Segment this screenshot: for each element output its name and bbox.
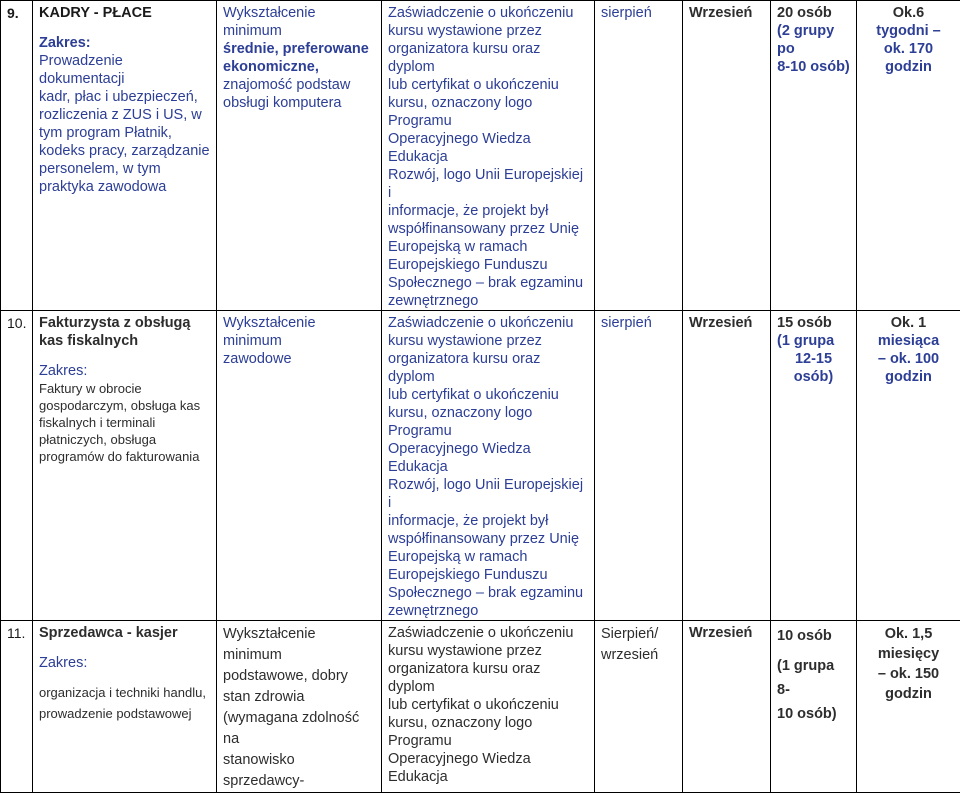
participants-line: (1 grupa <box>777 332 850 350</box>
certificate-line: Operacyjnego Wiedza Edukacja <box>388 440 588 476</box>
duration-line: godzin <box>863 58 954 76</box>
table-row <box>1 1 960 311</box>
requirement-line: obsługi komputera <box>223 94 375 112</box>
requirement-line: zawodowe <box>223 350 375 368</box>
course-title: Fakturzysta z obsługą kas fiskalnych <box>39 314 210 350</box>
certificate-line: kursu, oznaczony logo Programu <box>388 714 588 750</box>
participants-line: 10 osób <box>777 624 850 648</box>
duration-line: – ok. 100 <box>863 350 954 368</box>
description-line: programów do fakturowania <box>39 448 210 465</box>
certificate-line: kursu wystawione przez <box>388 332 588 350</box>
participants-line: 15 osób <box>777 314 850 332</box>
zakres-label: Zakres: <box>39 34 210 52</box>
row-number: 9. <box>1 1 33 311</box>
duration-line: miesiąca <box>863 332 954 350</box>
participants-line: 10 osób) <box>777 702 850 726</box>
certificate-line: kursu, oznaczony logo Programu <box>388 404 588 440</box>
duration-line: godzin <box>863 684 954 704</box>
duration-line: – ok. 150 <box>863 664 954 684</box>
participants-line: osób) <box>777 368 850 386</box>
certificate-line: Zaświadczenie o ukończeniu <box>388 624 588 642</box>
certificate-line: lub certyfikat o ukończeniu <box>388 386 588 404</box>
participants-line: 20 osób <box>777 4 850 22</box>
course-title: KADRY - PŁACE <box>39 4 210 22</box>
table-row <box>1 311 960 621</box>
course-cell <box>33 311 217 621</box>
participants-line: 8-10 osób) <box>777 58 850 76</box>
certificate-line: informacje, że projekt był <box>388 202 588 220</box>
duration-line: Ok.6 <box>863 4 954 22</box>
description-line: rozliczenia z ZUS i US, w <box>39 106 210 124</box>
certificate-line: organizatora kursu oraz dyplom <box>388 350 588 386</box>
duration-line: Ok. 1 <box>863 314 954 332</box>
certificate-line: Zaświadczenie o ukończeniu <box>388 314 588 332</box>
duration-line: godzin <box>863 368 954 386</box>
start-month: sierpień <box>595 1 683 311</box>
certificate-line: kursu, oznaczony logo Programu <box>388 94 588 130</box>
participants-line: 12-15 <box>777 350 850 368</box>
row-number: 11. <box>1 621 33 793</box>
description-line: praktyka zawodowa <box>39 178 210 196</box>
certificate-line: współfinansowany przez Unię <box>388 220 588 238</box>
certificate-line: zewnętrznego <box>388 292 588 310</box>
zakres-label: Zakres: <box>39 654 210 672</box>
end-month: Wrzesień <box>683 1 771 311</box>
description-line: kadr, płac i ubezpieczeń, <box>39 88 210 106</box>
certificate-cell <box>382 311 595 621</box>
course-cell <box>33 621 217 793</box>
duration-line: ok. 170 <box>863 40 954 58</box>
course-title: Sprzedawca - kasjer <box>39 624 210 642</box>
certificate-line: Operacyjnego Wiedza Edukacja <box>388 750 588 786</box>
participants-cell <box>771 311 857 621</box>
participants-line: (2 grupy po <box>777 22 850 58</box>
requirement-line: średnie, preferowane <box>223 40 375 58</box>
duration-line: miesięcy <box>863 644 954 664</box>
description-line: tym program Płatnik, <box>39 124 210 142</box>
certificate-line: współfinansowany przez Unię <box>388 530 588 548</box>
certificate-line: organizatora kursu oraz dyplom <box>388 40 588 76</box>
requirement-line: stan zdrowia <box>223 687 375 708</box>
zakres-label: Zakres: <box>39 362 210 380</box>
certificate-line: Operacyjnego Wiedza Edukacja <box>388 130 588 166</box>
certificate-line: informacje, że projekt był <box>388 512 588 530</box>
requirement-line: Wykształcenie minimum <box>223 624 375 666</box>
certificate-line: Zaświadczenie o ukończeniu <box>388 4 588 22</box>
participants-cell <box>771 1 857 311</box>
course-cell <box>33 1 217 311</box>
certificate-line: kursu wystawione przez <box>388 22 588 40</box>
participants-line: (1 grupa 8- <box>777 654 850 702</box>
duration-cell <box>857 1 960 311</box>
description-line: kodeks pracy, zarządzanie <box>39 142 210 160</box>
description-line: Prowadzenie dokumentacji <box>39 52 210 88</box>
requirements-cell <box>217 1 382 311</box>
certificate-line: Europejską w ramach <box>388 238 588 256</box>
table-row <box>1 621 960 793</box>
start-month: Sierpień/ wrzesień <box>595 621 683 793</box>
requirement-line: Wykształcenie minimum <box>223 314 375 350</box>
duration-line: tygodni – <box>863 22 954 40</box>
requirement-line: znajomość podstaw <box>223 76 375 94</box>
requirement-line: podstawowe, dobry <box>223 666 375 687</box>
certificate-line: Rozwój, logo Unii Europejskiej i <box>388 166 588 202</box>
certificate-line: Europejskiego Funduszu <box>388 566 588 584</box>
requirement-line: Wykształcenie minimum <box>223 4 375 40</box>
certificate-cell <box>382 621 595 793</box>
row-number: 10. <box>1 311 33 621</box>
end-month: Wrzesień <box>683 621 771 793</box>
certificate-line: Europejską w ramach <box>388 548 588 566</box>
requirement-line: ekonomiczne, <box>223 58 375 76</box>
certificate-line: lub certyfikat o ukończeniu <box>388 76 588 94</box>
certificate-line: zewnętrznego <box>388 602 588 620</box>
start-month: sierpień <box>595 311 683 621</box>
certificate-line: Społecznego – brak egzaminu <box>388 584 588 602</box>
certificate-line: organizatora kursu oraz dyplom <box>388 660 588 696</box>
requirements-cell <box>217 621 382 793</box>
requirement-line: stanowisko sprzedawcy- <box>223 750 375 792</box>
certificate-line: Rozwój, logo Unii Europejskiej i <box>388 476 588 512</box>
certificate-line: kursu wystawione przez <box>388 642 588 660</box>
certificate-line: Europejskiego Funduszu <box>388 256 588 274</box>
requirement-line: (wymagana zdolność na <box>223 708 375 750</box>
duration-cell <box>857 621 960 793</box>
duration-cell <box>857 311 960 621</box>
description-line: prowadzenie podstawowej <box>39 705 210 722</box>
description-line: fiskalnych i terminali <box>39 414 210 431</box>
certificate-line: Społecznego – brak egzaminu <box>388 274 588 292</box>
certificate-cell <box>382 1 595 311</box>
description-line: personelem, w tym <box>39 160 210 178</box>
duration-line: Ok. 1,5 <box>863 624 954 644</box>
certificate-line: lub certyfikat o ukończeniu <box>388 696 588 714</box>
participants-cell <box>771 621 857 793</box>
description-line: Faktury w obrocie <box>39 380 210 397</box>
end-month: Wrzesień <box>683 311 771 621</box>
description-line: gospodarczym, obsługa kas <box>39 397 210 414</box>
description-line: płatniczych, obsługa <box>39 431 210 448</box>
requirements-cell <box>217 311 382 621</box>
description-line: organizacja i techniki handlu, <box>39 684 210 701</box>
